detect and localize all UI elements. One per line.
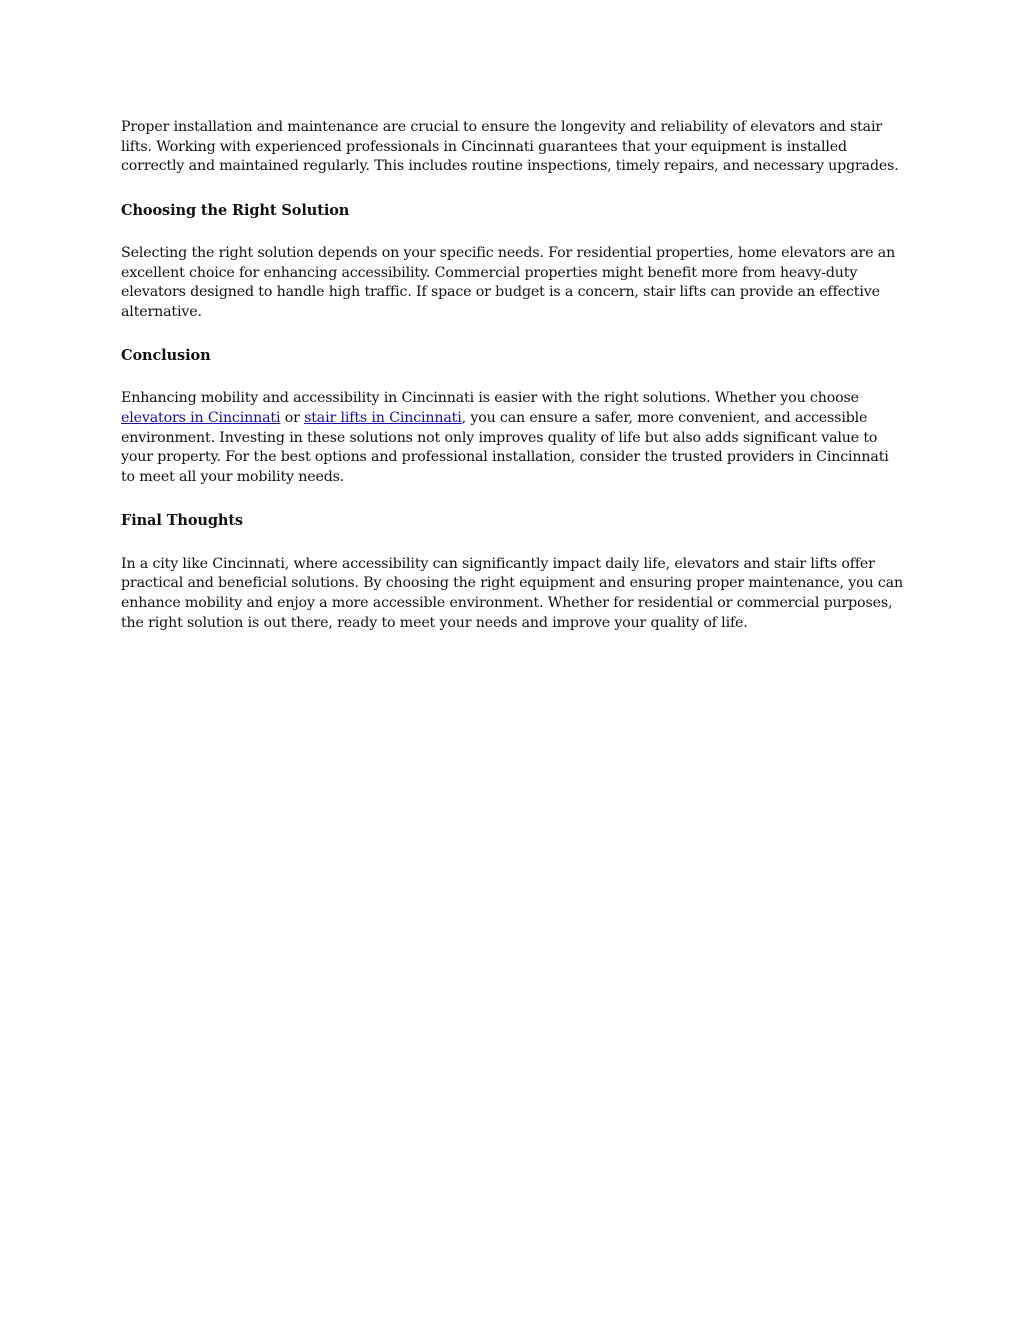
spacer xyxy=(121,366,906,390)
document-page xyxy=(121,118,906,633)
heading-final-thoughts: Final Thoughts xyxy=(121,512,243,530)
heading-choosing-right-solution: Choosing the Right Solution xyxy=(121,201,350,219)
spacer xyxy=(121,177,906,201)
conclusion-text-start: Enhancing mobility and accessibility in Cincinnati is easier with the right solutions. Whether you choose xyxy=(121,390,859,407)
spacer xyxy=(121,220,906,244)
spacer xyxy=(121,488,906,512)
stair-lifts-cincinnati-link[interactable]: stair lifts in Cincinnati xyxy=(304,410,462,427)
intro-paragraph: Proper installation and maintenance are crucial to ensure the longevity and reliability of elevators and stair lifts. Working with experienced professionals in Cincinnati guarantees that your equipment is installed correctly and maintained regularly. This includes routine inspections, timely repairs, and necessary upgrades. xyxy=(121,119,899,175)
conclusion-text-end: , you can ensure a safer, more convenient, and accessible environment. Investing in these solutions not only improves quality of life but also adds significant value to your property. For the best options and professional installation, consider the trusted providers in Cincinnati to meet all your mobility needs. xyxy=(121,410,889,486)
conclusion-paragraph xyxy=(121,389,906,488)
spacer xyxy=(121,531,906,555)
spacer xyxy=(121,323,906,347)
final-thoughts-paragraph: In a city like Cincinnati, where accessibility can significantly impact daily life, elevators and stair lifts offer practical and beneficial solutions. By choosing the right equipment and ensuring proper maintenance, you can enhance mobility and enjoy a more accessible environment. Whether for residential or commercial purposes, the right solution is out there, ready to meet your needs and improve your quality of life. xyxy=(121,555,903,631)
conclusion-connector: or xyxy=(280,410,305,427)
heading-conclusion: Conclusion xyxy=(121,347,211,365)
choosing-paragraph: Selecting the right solution depends on your specific needs. For residential properties, home elevators are an excellent choice for enhancing accessibility. Commercial properties might benefit more from heavy-duty elevators designed to handle high traffic. If space or budget is a concern, stair lifts can provide an effective alternative. xyxy=(121,244,896,320)
elevators-cincinnati-link[interactable]: elevators in Cincinnati xyxy=(121,410,281,427)
